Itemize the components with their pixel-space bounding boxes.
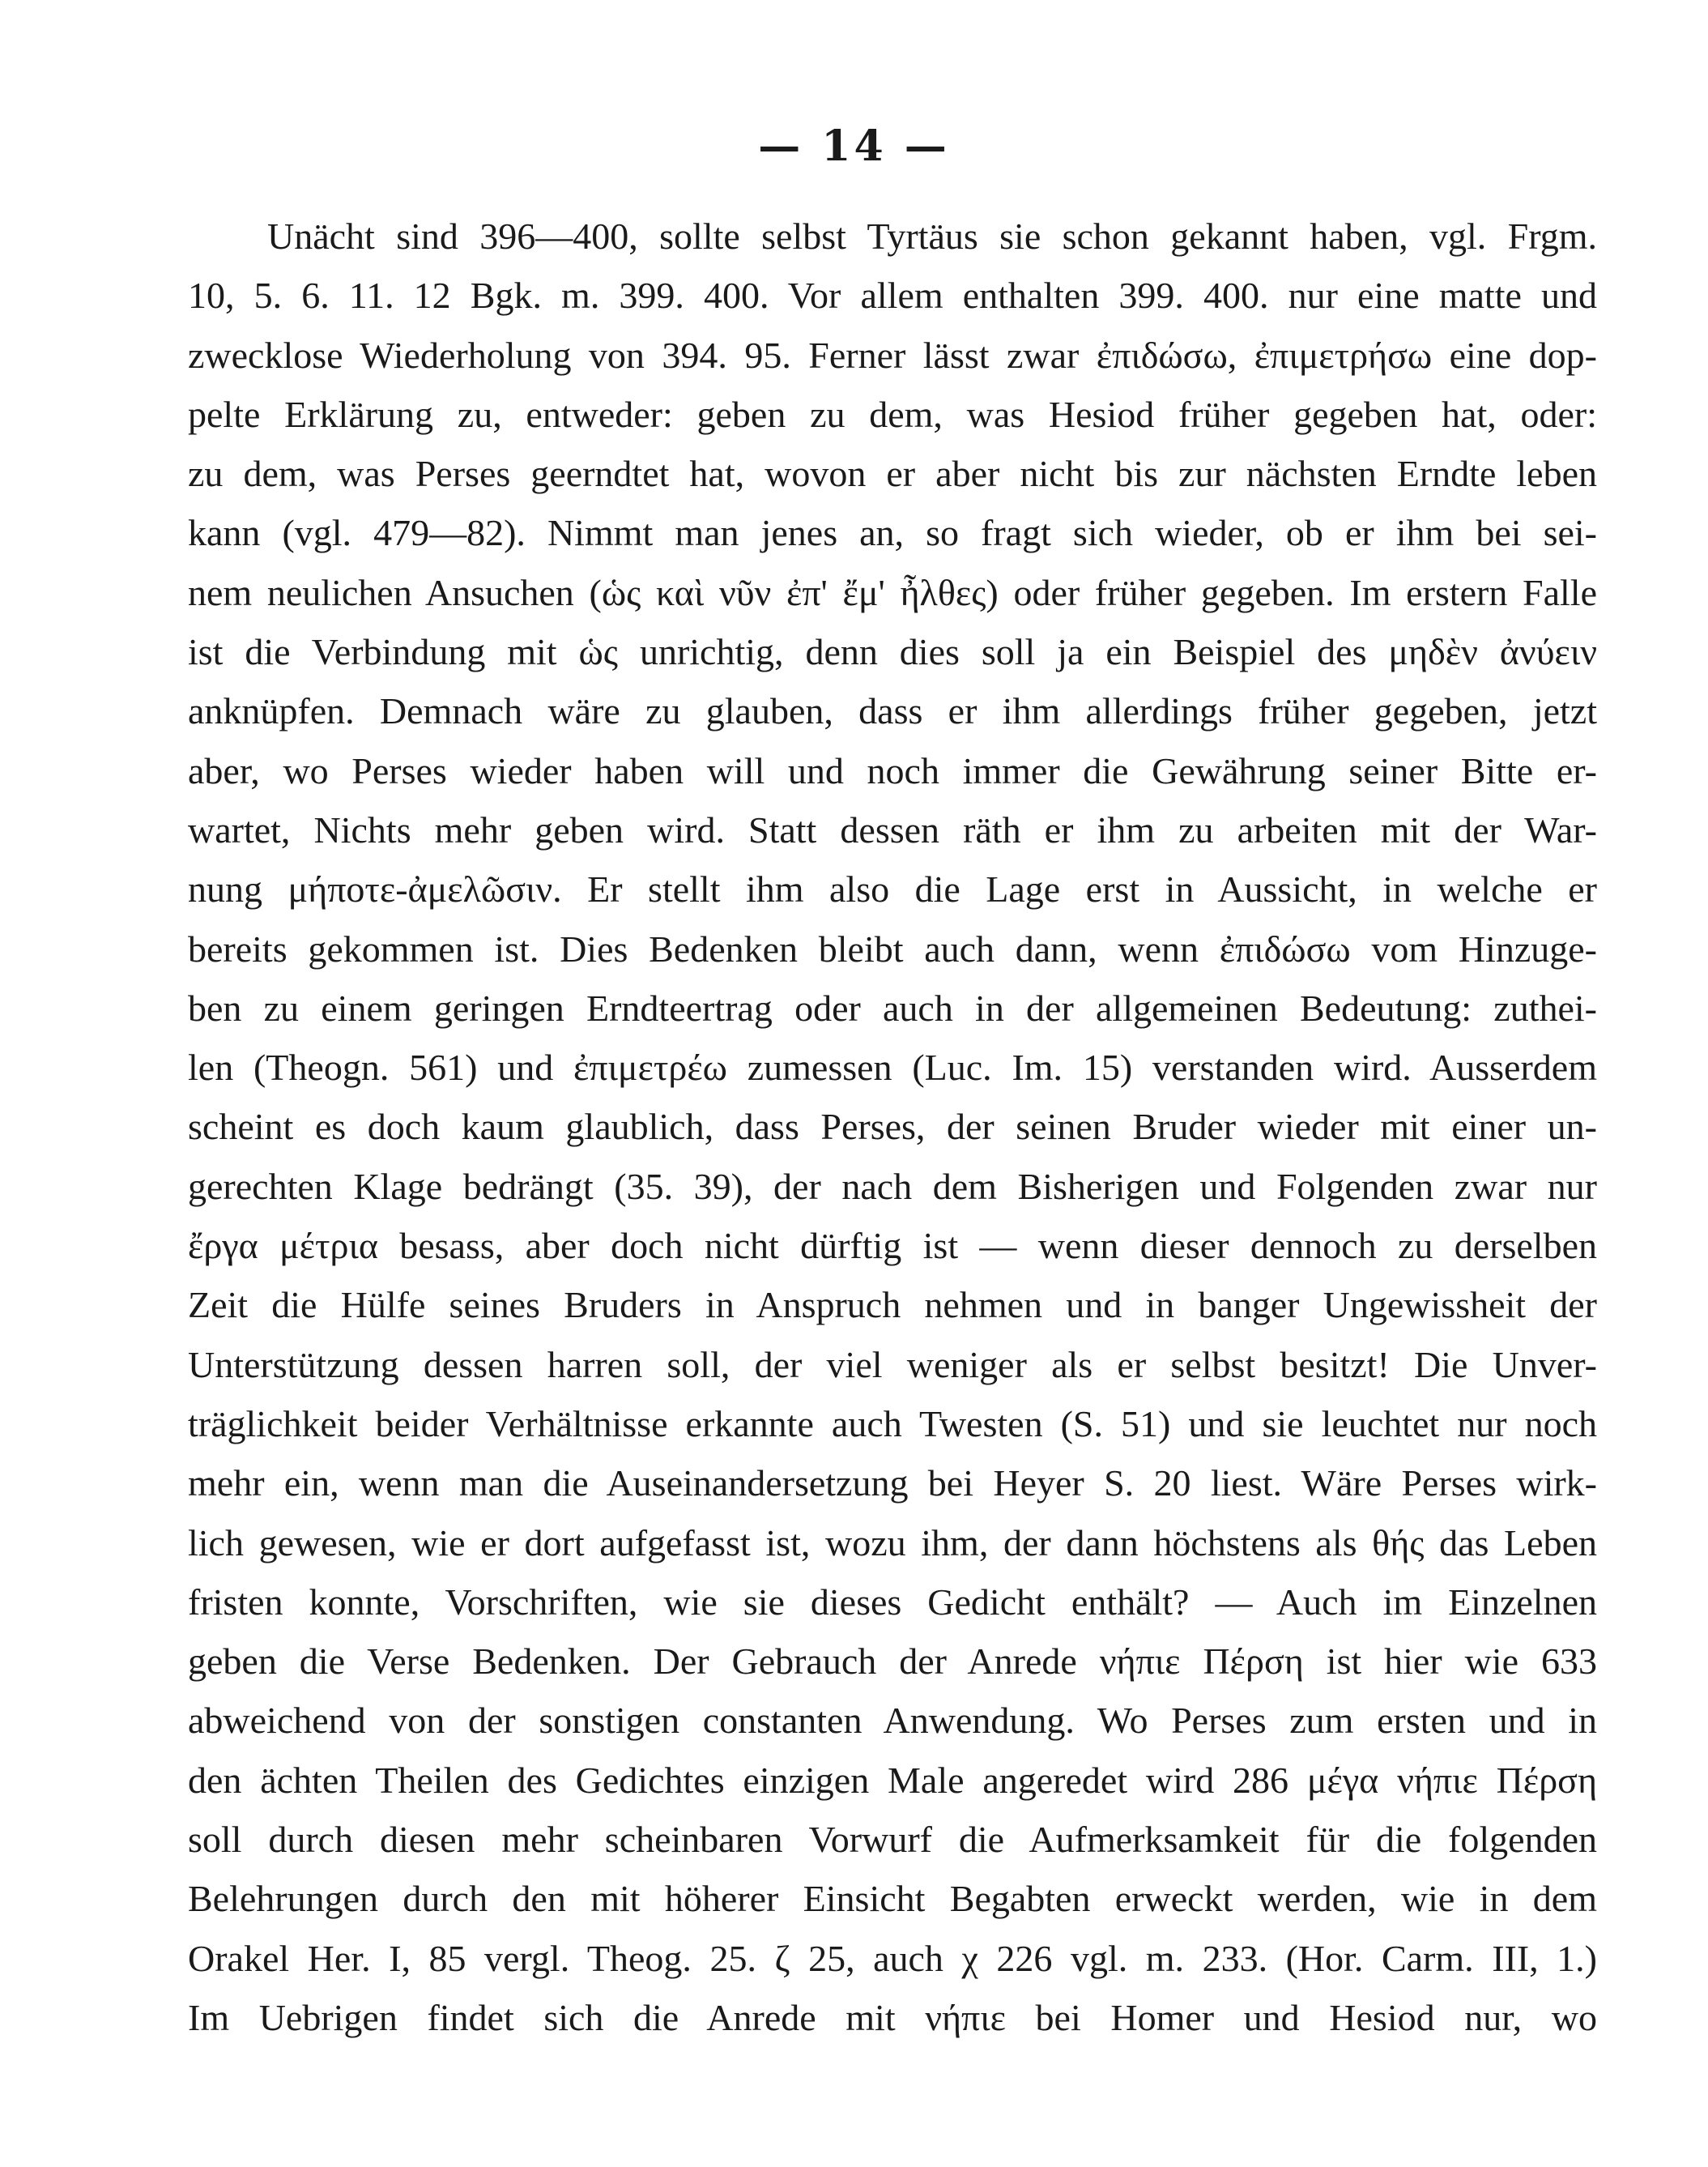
- text-line: soll durch diesen mehr scheinbaren Vorwurf die Aufmerksamkeit für die folgenden: [188, 1819, 1597, 1861]
- text-line: den ächten Theilen des Gedichtes einzigen Male angeredet wird 286 μέγα νήπιε Πέρση: [188, 1759, 1597, 1801]
- text-line: ist die Verbindung mit ὡς unrichtig, denn dies soll ja ein Beispiel des μηδὲν ἀνύειν: [188, 631, 1597, 673]
- text-line: bereits gekommen ist. Dies Bedenken bleibt auch dann, wenn ἐπιδώσω vom Hinzuge-: [188, 928, 1597, 970]
- text-line: kann (vgl. 479—82). Nimmt man jenes an, so fragt sich wieder, ob er ihm bei sei-: [188, 512, 1597, 554]
- text-line: anknüpfen. Demnach wäre zu glauben, dass er ihm allerdings früher gegeben, jetzt: [188, 690, 1597, 732]
- text-line: len (Theogn. 561) und ἐπιμετρέω zumessen (Luc. Im. 15) verstanden wird. Ausserdem: [188, 1047, 1597, 1089]
- text-line: abweichend von der sonstigen constanten Anwendung. Wo Perses zum ersten und in: [188, 1700, 1597, 1742]
- text-line: Zeit die Hülfe seines Bruders in Anspruch nehmen und in banger Ungewissheit der: [188, 1284, 1597, 1326]
- text-line: Belehrungen durch den mit höherer Einsicht Begabten erweckt werden, wie in dem: [188, 1878, 1597, 1920]
- text-line: zwecklose Wiederholung von 394. 95. Ferner lässt zwar ἐπιδώσω, ἐπιμετρήσω eine dop-: [188, 334, 1597, 376]
- text-line: fristen konnte, Vorschriften, wie sie dieses Gedicht enthält? — Auch im Einzelnen: [188, 1580, 1597, 1623]
- text-line: pelte Erklärung zu, entweder: geben zu dem, was Hesiod früher gegeben hat, oder:: [188, 393, 1597, 435]
- text-line: lich gewesen, wie er dort aufgefasst ist, wozu ihm, der dann höchstens als θής das Leben: [188, 1521, 1597, 1563]
- text-line: Orakel Her. I, 85 vergl. Theog. 25. ζ 25, auch χ 226 vgl. m. 233. (Hor. Carm. III, 1.): [188, 1937, 1597, 1979]
- text-line: ben zu einem geringen Erndteertrag oder auch in der allgemeinen Bedeutung: zuthei-: [188, 987, 1597, 1029]
- text-line: aber, wo Perses wieder haben will und noch immer die Gewährung seiner Bitte er-: [188, 749, 1597, 791]
- text-line: nem neulichen Ansuchen (ὡς καὶ νῦν ἐπ' ἔμ' ἦλθες) oder früher gegeben. Im erstern Falle: [188, 571, 1597, 613]
- text-line: scheint es doch kaum glaublich, dass Perses, der seinen Bruder wieder mit einer un-: [188, 1106, 1597, 1148]
- text-line: Unächt sind 396—400, sollte selbst Tyrtäus sie schon gekannt haben, vgl. Frgm.: [267, 215, 1597, 257]
- text-line: ἔργα μέτρια besass, aber doch nicht dürftig ist — wenn dieser dennoch zu derselben: [188, 1225, 1597, 1267]
- body-text: [188, 207, 1597, 2047]
- text-line: zu dem, was Perses geerndtet hat, wovon er aber nicht bis zur nächsten Erndte leben: [188, 453, 1597, 495]
- text-line: 10, 5. 6. 11. 12 Bgk. m. 399. 400. Vor allem enthalten 399. 400. nur eine matte und: [188, 275, 1597, 317]
- text-line: Im Uebrigen findet sich die Anrede mit νήπιε bei Homer und Hesiod nur, wo: [188, 1996, 1597, 2038]
- page-number: — 14 —: [758, 122, 950, 171]
- text-line: nung μήποτε-ἀμελῶσιν. Er stellt ihm also die Lage erst in Aussicht, in welche er: [188, 868, 1597, 911]
- text-line: gerechten Klage bedrängt (35. 39), der nach dem Bisherigen und Folgenden zwar nur: [188, 1165, 1597, 1207]
- text-line: geben die Verse Bedenken. Der Gebrauch der Anrede νήπιε Πέρση ist hier wie 633: [188, 1640, 1597, 1683]
- text-line: mehr ein, wenn man die Auseinandersetzung bei Heyer S. 20 liest. Wäre Perses wirk-: [188, 1462, 1597, 1504]
- text-line: wartet, Nichts mehr geben wird. Statt dessen räth er ihm zu arbeiten mit der War-: [188, 808, 1597, 851]
- text-line: Unterstützung dessen harren soll, der viel weniger als er selbst besitzt! Die Unver-: [188, 1343, 1597, 1385]
- text-line: träglichkeit beider Verhältnisse erkannte auch Twesten (S. 51) und sie leuchtet nur noch: [188, 1402, 1597, 1444]
